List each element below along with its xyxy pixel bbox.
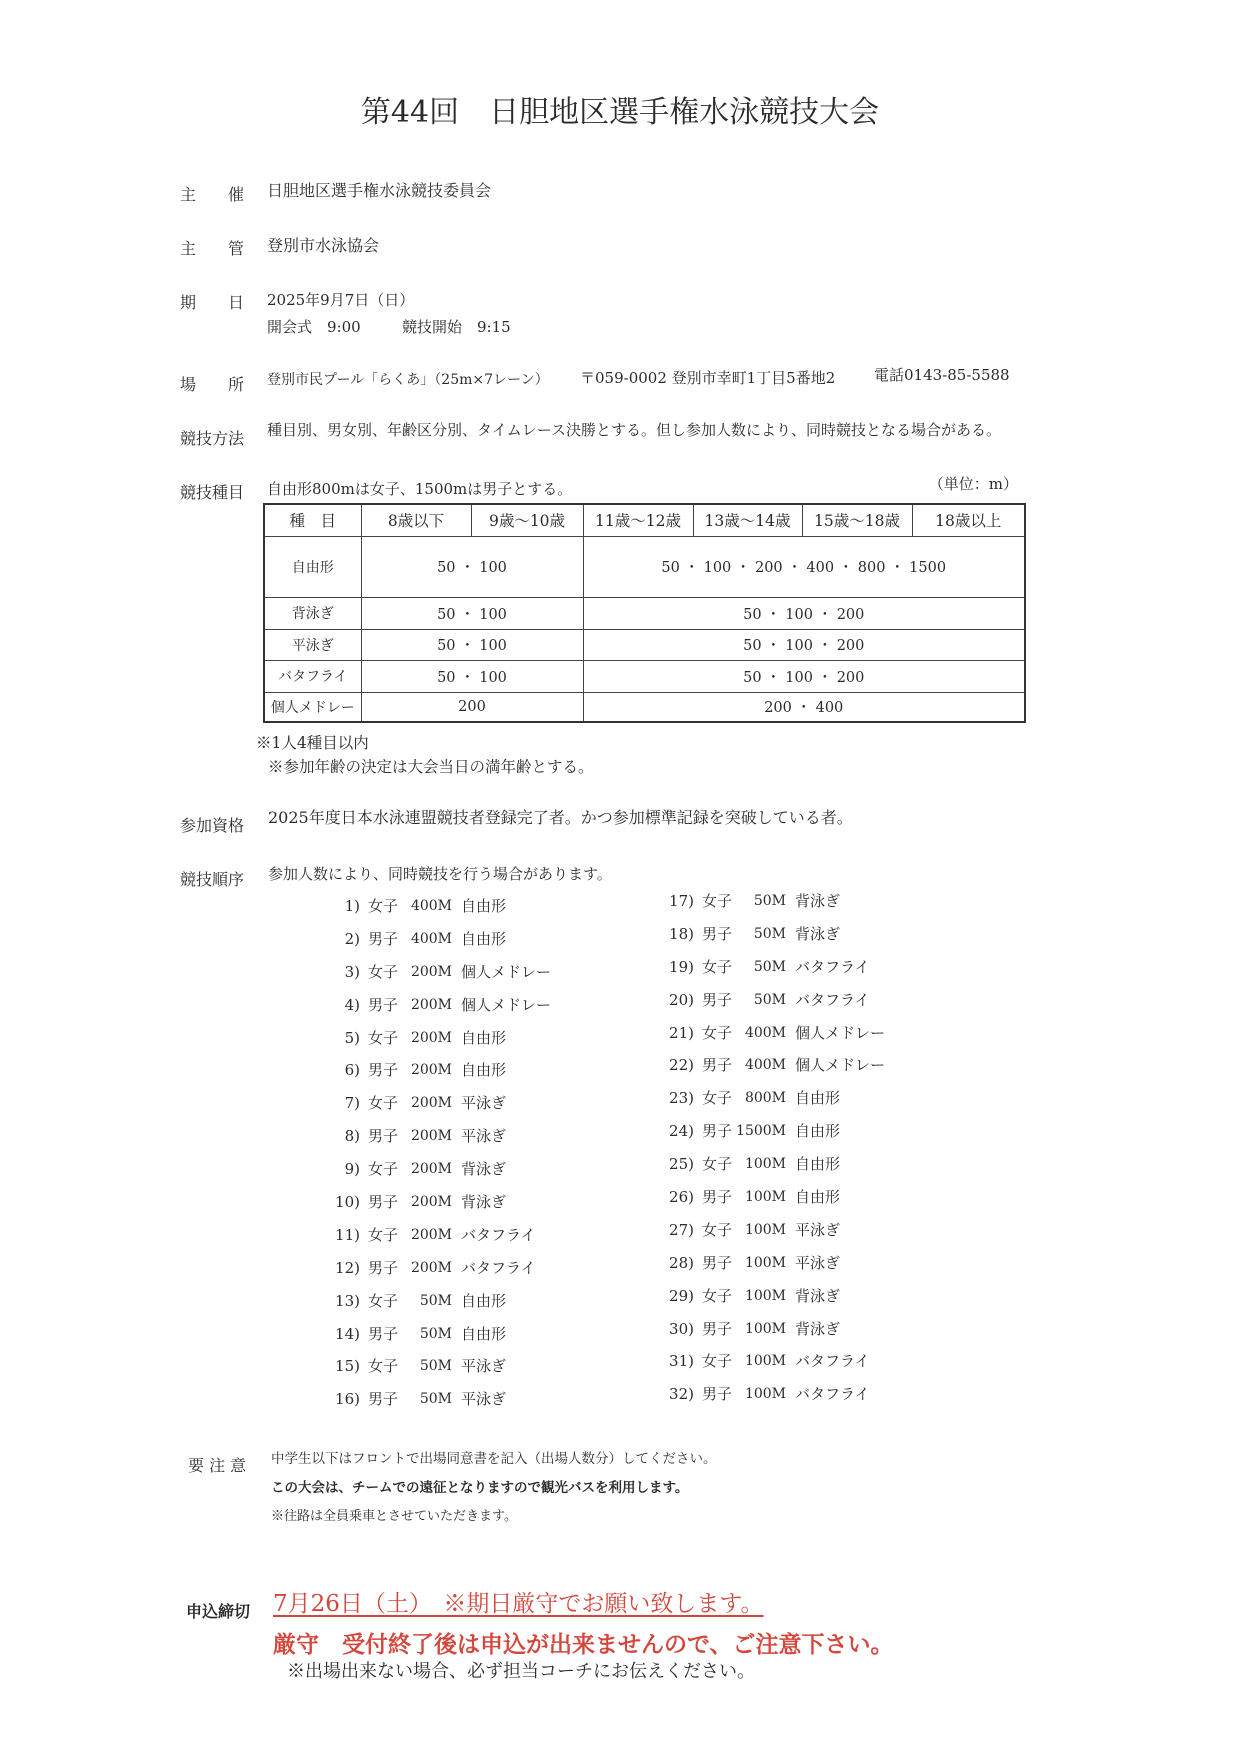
order-item-number: 15) bbox=[335, 1357, 360, 1376]
order-item-distance: 200M bbox=[410, 963, 452, 980]
order-item-number: 32) bbox=[669, 1385, 694, 1404]
junior-distances-cell: 50 ・ 100 bbox=[361, 629, 583, 660]
order-item-distance: 200M bbox=[410, 1062, 452, 1079]
order-item bbox=[654, 1378, 954, 1411]
order-item bbox=[320, 923, 620, 956]
events-table-row bbox=[264, 692, 1025, 722]
order-item-gender: 男子 bbox=[702, 924, 733, 943]
events-table bbox=[263, 503, 1026, 723]
order-item-gender: 女子 bbox=[368, 1357, 399, 1376]
order-item bbox=[320, 1153, 620, 1186]
order-item-number: 24) bbox=[669, 1122, 694, 1141]
order-item bbox=[654, 1148, 954, 1181]
order-item-stroke: 個人メドレー bbox=[795, 1056, 886, 1075]
order-item bbox=[654, 1280, 954, 1313]
order-item-number: 28) bbox=[669, 1253, 694, 1272]
events-limit-note: ※1人4種目以内 bbox=[256, 734, 369, 752]
order-item bbox=[654, 1181, 954, 1214]
order-item-number: 29) bbox=[669, 1286, 694, 1305]
order-item-number: 19) bbox=[669, 957, 694, 976]
order-item-distance: 100M bbox=[744, 1353, 786, 1370]
order-item-stroke: 自由形 bbox=[461, 929, 507, 948]
events-label: 競技種目 bbox=[180, 483, 245, 502]
unit-note: （単位：m） bbox=[928, 475, 1018, 493]
order-item-distance: 400M bbox=[410, 898, 452, 914]
order-item-number: 12) bbox=[335, 1258, 360, 1277]
method-value: 種目別、男女別、年齢区分別、タイムレース決勝とする。但し参加人数により、同時競技となる場合がある。 bbox=[267, 421, 1001, 439]
order-item-gender: 男子 bbox=[702, 1385, 733, 1404]
venue-label: 場 所 bbox=[180, 375, 245, 394]
order-item bbox=[654, 1049, 954, 1082]
order-item-distance: 100M bbox=[744, 1156, 786, 1173]
order-item bbox=[320, 1350, 620, 1383]
order-item-gender: 女子 bbox=[368, 962, 399, 981]
deadline-label: 申込締切 bbox=[186, 1602, 251, 1621]
stroke-cell: 背泳ぎ bbox=[264, 597, 361, 629]
order-item-stroke: 個人メドレー bbox=[461, 962, 552, 981]
order-item bbox=[654, 918, 954, 951]
junior-distances-cell: 50 ・ 100 bbox=[361, 597, 583, 629]
order-item-number: 6) bbox=[344, 1061, 360, 1080]
order-item-distance: 400M bbox=[410, 930, 452, 947]
organizer-label: 主 催 bbox=[180, 185, 245, 204]
senior-distances-cell: 200 ・ 400 bbox=[583, 692, 1025, 722]
order-item bbox=[320, 956, 620, 989]
order-item-stroke: 背泳ぎ bbox=[795, 892, 841, 910]
order-item bbox=[320, 1285, 620, 1318]
order-item-distance: 200M bbox=[410, 1161, 452, 1178]
order-item-distance: 200M bbox=[410, 1095, 452, 1112]
order-item-stroke: 平泳ぎ bbox=[795, 1253, 841, 1272]
order-item-distance: 100M bbox=[744, 1189, 786, 1206]
order-item-stroke: バタフライ bbox=[795, 990, 870, 1009]
order-item-stroke: 背泳ぎ bbox=[795, 1319, 841, 1338]
order-item bbox=[320, 1383, 620, 1416]
venue-address: 〒059-0002 登別市幸町1丁目5番地2 bbox=[580, 369, 836, 387]
order-item-distance: 800M bbox=[744, 1090, 786, 1107]
order-item-gender: 男子 bbox=[368, 1390, 399, 1409]
events-table-row bbox=[264, 629, 1025, 660]
senior-distances-cell: 50 ・ 100 ・ 200 bbox=[583, 597, 1025, 629]
caution-label: 要 注 意 bbox=[188, 1456, 247, 1475]
order-item-distance: 50M bbox=[419, 1358, 452, 1375]
order-item-gender: 男子 bbox=[702, 1319, 733, 1338]
order-item bbox=[654, 1017, 954, 1050]
events-table-row bbox=[264, 597, 1025, 629]
order-item-gender: 男子 bbox=[368, 1324, 399, 1343]
order-item-gender: 男子 bbox=[702, 1122, 733, 1141]
senior-distances-cell: 50 ・ 100 ・ 200 bbox=[583, 629, 1025, 660]
header-age-15-18: 15歳～18歳 bbox=[802, 504, 912, 536]
order-item-distance: 50M bbox=[419, 1292, 452, 1309]
order-item-stroke: 平泳ぎ bbox=[461, 1390, 507, 1409]
deadline-note: ※出場出来ない場合、必ず担当コーチにお伝えください。 bbox=[287, 1661, 755, 1682]
management-label: 主 管 bbox=[180, 239, 245, 258]
order-item-stroke: バタフライ bbox=[795, 1385, 870, 1404]
events-table-row bbox=[264, 536, 1025, 597]
order-item-stroke: 自由形 bbox=[795, 1122, 841, 1141]
order-item-distance: 400M bbox=[744, 1057, 786, 1074]
order-item bbox=[654, 1247, 954, 1280]
deadline-date: 7月26日（土） ※期日厳守でお願い致します。 bbox=[273, 1591, 764, 1617]
order-item-gender: 男子 bbox=[368, 1127, 399, 1146]
order-item-stroke: バタフライ bbox=[795, 957, 870, 976]
order-item-gender: 男子 bbox=[368, 995, 399, 1014]
order-item bbox=[654, 885, 954, 918]
order-item-stroke: 自由形 bbox=[461, 1324, 507, 1343]
senior-distances-cell: 50 ・ 100 ・ 200 ・ 400 ・ 800 ・ 1500 bbox=[583, 536, 1025, 597]
order-item-number: 27) bbox=[669, 1220, 694, 1239]
order-item-gender: 女子 bbox=[368, 1160, 399, 1179]
opening-ceremony-time: 開会式 9:00 bbox=[267, 318, 361, 336]
order-item-stroke: 個人メドレー bbox=[461, 995, 552, 1014]
order-item bbox=[654, 1082, 954, 1115]
order-item-distance: 50M bbox=[753, 893, 786, 909]
order-item-gender: 男子 bbox=[368, 1061, 399, 1080]
order-item-stroke: 個人メドレー bbox=[795, 1023, 886, 1042]
order-item-distance: 50M bbox=[419, 1391, 452, 1408]
method-label: 競技方法 bbox=[180, 429, 245, 448]
order-item-distance: 200M bbox=[410, 1128, 452, 1145]
order-item-stroke: 自由形 bbox=[795, 1089, 841, 1108]
order-item-number: 30) bbox=[669, 1319, 694, 1338]
stroke-cell: バタフライ bbox=[264, 660, 361, 692]
order-item-gender: 女子 bbox=[368, 1094, 399, 1113]
junior-distances-cell: 50 ・ 100 bbox=[361, 536, 583, 597]
order-item-distance: 400M bbox=[744, 1024, 786, 1041]
date-label: 期 日 bbox=[180, 293, 245, 312]
order-value: 参加人数により、同時競技を行う場合があります。 bbox=[268, 865, 612, 883]
order-item-stroke: 自由形 bbox=[795, 1155, 841, 1174]
header-age-8-under: 8歳以下 bbox=[361, 504, 471, 536]
order-item bbox=[654, 1313, 954, 1346]
order-item-stroke: 平泳ぎ bbox=[461, 1357, 507, 1376]
order-item-distance: 50M bbox=[419, 1325, 452, 1342]
order-item-distance: 100M bbox=[744, 1221, 786, 1238]
header-age-11-12: 11歳～12歳 bbox=[583, 504, 693, 536]
order-item-number: 1) bbox=[344, 897, 360, 915]
order-item-stroke: 自由形 bbox=[461, 1028, 507, 1047]
order-item-gender: 女子 bbox=[368, 1225, 399, 1244]
order-item bbox=[320, 1120, 620, 1153]
order-item-number: 17) bbox=[669, 892, 694, 910]
order-item-stroke: 平泳ぎ bbox=[461, 1094, 507, 1113]
order-item-stroke: 背泳ぎ bbox=[795, 1286, 841, 1305]
order-item-number: 23) bbox=[669, 1089, 694, 1108]
order-item-stroke: 背泳ぎ bbox=[461, 1160, 507, 1179]
order-item-number: 5) bbox=[344, 1028, 360, 1047]
order-item-distance: 200M bbox=[410, 996, 452, 1013]
order-item-gender: 女子 bbox=[702, 1220, 733, 1239]
order-item bbox=[654, 951, 954, 984]
order-item-gender: 女子 bbox=[702, 1286, 733, 1305]
order-item bbox=[320, 890, 620, 923]
events-table-row bbox=[264, 660, 1025, 692]
order-item-gender: 男子 bbox=[702, 1253, 733, 1272]
order-item-distance: 100M bbox=[744, 1254, 786, 1271]
order-item bbox=[320, 1219, 620, 1252]
stroke-cell: 個人メドレー bbox=[264, 692, 361, 722]
order-item-stroke: バタフライ bbox=[461, 1225, 536, 1244]
stroke-cell: 自由形 bbox=[264, 536, 361, 597]
order-item-stroke: バタフライ bbox=[461, 1258, 536, 1277]
order-item bbox=[654, 1214, 954, 1247]
order-item-gender: 女子 bbox=[702, 1155, 733, 1174]
order-item bbox=[654, 984, 954, 1017]
order-item bbox=[320, 1186, 620, 1219]
order-list-left bbox=[320, 890, 620, 1416]
order-item-number: 26) bbox=[669, 1188, 694, 1207]
order-item-number: 22) bbox=[669, 1056, 694, 1075]
order-item-stroke: バタフライ bbox=[795, 1352, 870, 1371]
caution-line: 中学生以下はフロントで出場同意書を記入（出場人数分）してください。 bbox=[271, 1451, 717, 1467]
order-item bbox=[320, 1022, 620, 1055]
order-item-gender: 女子 bbox=[702, 892, 733, 910]
order-item bbox=[320, 1318, 620, 1351]
order-item-stroke: 自由形 bbox=[795, 1188, 841, 1207]
junior-distances-cell: 200 bbox=[361, 692, 583, 722]
order-item-distance: 200M bbox=[410, 1226, 452, 1243]
order-item-gender: 女子 bbox=[702, 957, 733, 976]
order-item-number: 2) bbox=[344, 929, 360, 948]
order-item-number: 18) bbox=[669, 924, 694, 943]
order-item-number: 9) bbox=[344, 1160, 360, 1179]
order-item-gender: 男子 bbox=[702, 1188, 733, 1207]
order-item-number: 7) bbox=[344, 1094, 360, 1113]
order-item-number: 10) bbox=[335, 1193, 360, 1212]
order-item bbox=[654, 1115, 954, 1148]
order-item-number: 25) bbox=[669, 1155, 694, 1174]
order-item-stroke: 自由形 bbox=[461, 897, 507, 915]
document-title: 第44回 日胆地区選手権水泳競技大会 bbox=[360, 95, 880, 130]
age-rule-note: ※参加年齢の決定は大会当日の満年齢とする。 bbox=[268, 758, 594, 776]
venue-phone: 電話0143-85-5588 bbox=[874, 366, 1010, 384]
order-item-distance: 50M bbox=[753, 991, 786, 1008]
order-item-number: 4) bbox=[344, 995, 360, 1014]
order-item-distance: 100M bbox=[744, 1386, 786, 1403]
date-value: 2025年9月7日（日） bbox=[267, 291, 415, 309]
header-stroke: 種 目 bbox=[264, 504, 361, 536]
order-item-distance: 200M bbox=[410, 1029, 452, 1046]
order-item-gender: 女子 bbox=[368, 1028, 399, 1047]
order-item-distance: 100M bbox=[744, 1320, 786, 1337]
order-item-stroke: 平泳ぎ bbox=[795, 1220, 841, 1239]
order-item-stroke: 背泳ぎ bbox=[461, 1193, 507, 1212]
order-item bbox=[320, 989, 620, 1022]
events-table-header-row bbox=[264, 504, 1025, 536]
order-item-distance: 50M bbox=[753, 925, 786, 942]
order-item-gender: 女子 bbox=[702, 1352, 733, 1371]
header-age-13-14: 13歳～14歳 bbox=[693, 504, 802, 536]
venue-name: 登別市民プール「らくあ」（25m×7レーン） bbox=[267, 372, 549, 388]
order-item-gender: 女子 bbox=[368, 897, 399, 915]
events-note: 自由形800mは女子、1500mは男子とする。 bbox=[267, 480, 573, 498]
order-item-gender: 女子 bbox=[368, 1291, 399, 1310]
order-item bbox=[654, 1345, 954, 1378]
order-item-gender: 男子 bbox=[702, 1056, 733, 1075]
caution-line-note: ※往路は全員乗車とさせていただきます。 bbox=[271, 1509, 517, 1524]
caution-line-bus: この大会は、チームでの遠征となりますので観光バスを利用します。 bbox=[271, 1480, 689, 1496]
header-age-9-10: 9歳～10歳 bbox=[471, 504, 583, 536]
order-item-stroke: 背泳ぎ bbox=[795, 924, 841, 943]
header-age-18-over: 18歳以上 bbox=[912, 504, 1025, 536]
order-item-stroke: 自由形 bbox=[461, 1061, 507, 1080]
order-item-distance: 100M bbox=[744, 1287, 786, 1304]
stroke-cell: 平泳ぎ bbox=[264, 629, 361, 660]
order-item-number: 11) bbox=[335, 1225, 360, 1244]
order-item-number: 8) bbox=[344, 1127, 360, 1146]
order-item-gender: 男子 bbox=[702, 990, 733, 1009]
order-item-number: 16) bbox=[335, 1390, 360, 1409]
order-item-stroke: 平泳ぎ bbox=[461, 1127, 507, 1146]
eligibility-value: 2025年度日本水泳連盟競技者登録完了者。かつ参加標準記録を突破している者。 bbox=[268, 808, 853, 827]
order-item-number: 21) bbox=[669, 1023, 694, 1042]
order-item-number: 14) bbox=[335, 1324, 360, 1343]
competition-start-time: 競技開始 9:15 bbox=[402, 318, 511, 336]
order-item-gender: 男子 bbox=[368, 929, 399, 948]
order-item-distance: 200M bbox=[410, 1194, 452, 1211]
order-item-number: 13) bbox=[335, 1291, 360, 1310]
senior-distances-cell: 50 ・ 100 ・ 200 bbox=[583, 660, 1025, 692]
order-item-number: 3) bbox=[344, 962, 360, 981]
order-item-gender: 女子 bbox=[702, 1089, 733, 1108]
order-item-gender: 女子 bbox=[702, 1023, 733, 1042]
junior-distances-cell: 50 ・ 100 bbox=[361, 660, 583, 692]
order-item-distance: 200M bbox=[410, 1259, 452, 1276]
order-item bbox=[320, 1252, 620, 1285]
order-item-distance: 1500M bbox=[736, 1123, 786, 1140]
order-label: 競技順序 bbox=[180, 870, 245, 889]
order-item bbox=[320, 1054, 620, 1087]
deadline-warning: 厳守 受付終了後は申込が出来ませんので、ご注意下さい。 bbox=[273, 1631, 894, 1658]
order-item-number: 20) bbox=[669, 990, 694, 1009]
order-item bbox=[320, 1087, 620, 1120]
management-value: 登別市水泳協会 bbox=[267, 236, 380, 255]
order-item-gender: 男子 bbox=[368, 1258, 399, 1277]
organizer-value: 日胆地区選手権水泳競技委員会 bbox=[267, 181, 492, 200]
eligibility-label: 参加資格 bbox=[180, 816, 245, 835]
order-item-gender: 男子 bbox=[368, 1193, 399, 1212]
order-list-right bbox=[654, 885, 954, 1411]
order-item-distance: 50M bbox=[753, 958, 786, 975]
order-item-stroke: 自由形 bbox=[461, 1291, 507, 1310]
order-item-number: 31) bbox=[669, 1352, 694, 1371]
